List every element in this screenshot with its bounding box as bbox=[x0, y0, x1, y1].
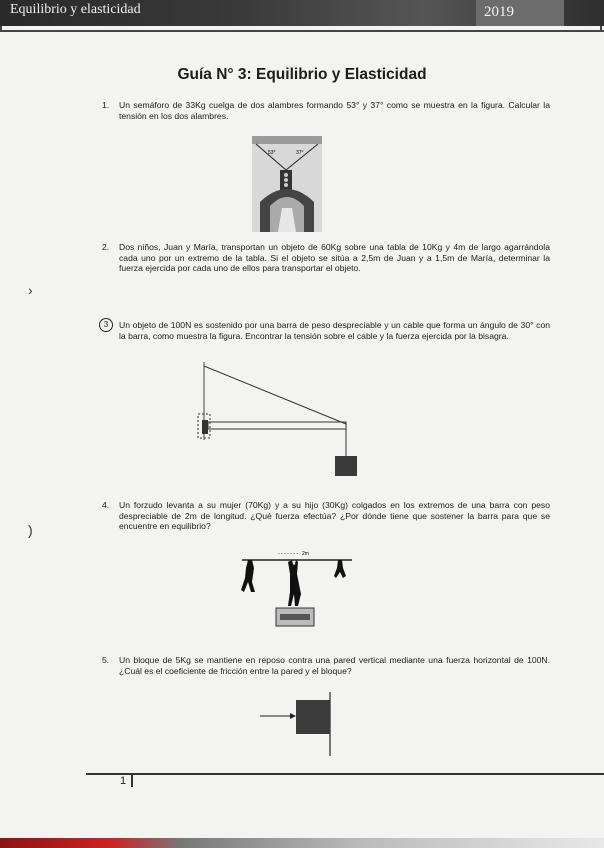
problem-5 bbox=[102, 655, 550, 676]
margin-mark: › bbox=[28, 282, 33, 298]
footer-rule bbox=[86, 773, 604, 775]
problem-3 bbox=[102, 320, 550, 341]
header-title: Equilibrio y elasticidad bbox=[10, 2, 141, 17]
problem-number-circled: 3 bbox=[99, 318, 113, 332]
angle-left-label: 53° bbox=[268, 150, 276, 156]
figure-strongman bbox=[240, 548, 356, 640]
margin-mark: ) bbox=[28, 522, 33, 538]
problem-2 bbox=[102, 242, 550, 274]
header-rule-left bbox=[0, 26, 2, 32]
guide-title: Guía N° 3: Equilibrio y Elasticidad bbox=[177, 66, 427, 83]
problem-text: Dos niños, Juan y María, transportan un objeto de 60Kg sobre una tabla de 10Kg y 4m de largo agarrándola cada uno por un extremo de la tabla. Si el objeto se sitúa a 2,5m de Juan y a 1,5m de María, determinar la fuerza ejercida por cada uno de ellos para transportar el objeto. bbox=[119, 242, 550, 273]
figure-block-wall bbox=[258, 692, 338, 758]
problem-4 bbox=[102, 500, 550, 532]
problem-number: 1. bbox=[102, 100, 110, 110]
scan-edge-strip bbox=[0, 838, 604, 848]
header-rule-right bbox=[600, 26, 602, 32]
bar-length-label: 2m bbox=[302, 551, 309, 557]
problem-text: Un semáforo de 33Kg cuelga de dos alambres formando 53° y 37° como se muestra en la figura. Calcular la tensión en los dos alambres. bbox=[119, 100, 550, 121]
footer-page-mark: 1 bbox=[120, 775, 127, 787]
page-header bbox=[0, 0, 604, 26]
problem-number: 4. bbox=[102, 500, 110, 510]
problem-1 bbox=[102, 100, 550, 121]
svg-text:- - - - - - -: - - - - - - - bbox=[278, 551, 298, 557]
problem-number: 2. bbox=[102, 242, 110, 252]
angle-right-label: 37° bbox=[296, 150, 304, 156]
problem-text: Un objeto de 100N es sostenido por una barra de peso despreciable y un cable que forma un ángulo de 30° con la barra, como muestra la figura. Encontrar la tensión sobre el cable y la fuerza ejercida por la bisagra. bbox=[119, 320, 550, 341]
figure-traffic-light bbox=[252, 136, 322, 232]
header-rule bbox=[0, 30, 604, 32]
header-year: 2019 bbox=[476, 0, 564, 26]
problem-text: Un forzudo levanta a su mujer (70Kg) y a su hijo (30Kg) colgados en los extremos de una barra con peso despreciable de 2m de longitud. ¿Qué fuerza efectúa? ¿Por dónde tiene que sostener la barra para que se encuentre en equilibrio? bbox=[119, 500, 550, 531]
problem-text: Un bloque de 5Kg se mantiene en reposo contra una pared vertical mediante una fuerza horizontal de 100N. ¿Cuál es el coeficiente de fricción entre la pared y el bloque? bbox=[119, 655, 550, 676]
problem-number: 5. bbox=[102, 655, 110, 665]
figure-bar-cable bbox=[196, 360, 366, 478]
footer-tick bbox=[131, 775, 133, 787]
